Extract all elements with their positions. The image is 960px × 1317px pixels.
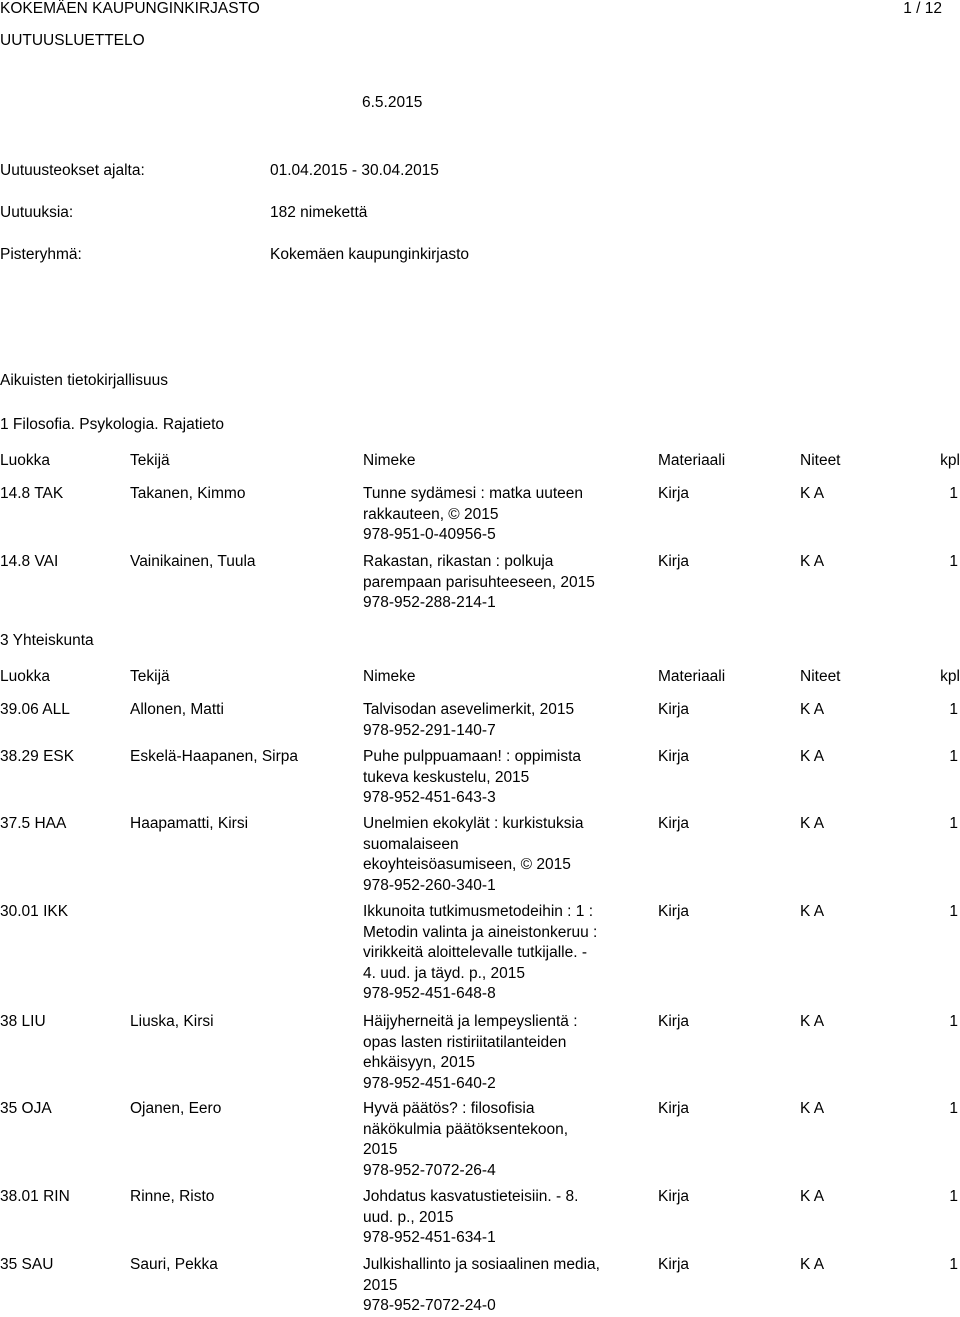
col-materiaali: Materiaali	[658, 668, 726, 685]
cell-niteet: K A	[800, 903, 825, 920]
col-luokka: Luokka	[0, 452, 50, 469]
cell-niteet: K A	[800, 1188, 825, 1205]
nimeke-line: 978-952-7072-26-4	[363, 1161, 496, 1179]
meta-value-count: 182 nimekettä	[270, 204, 368, 221]
cell-materiaali: Kirja	[658, 701, 690, 718]
nimeke-line: ehkäisyyn, 2015	[363, 1054, 476, 1071]
cell-luokka: 14.8 VAI	[0, 553, 59, 570]
cell-kpl: 1	[949, 553, 958, 570]
col-tekija: Tekijä	[130, 452, 170, 469]
nimeke-line: 978-952-260-340-1	[363, 876, 496, 894]
meta-label-count: Uutuuksia:	[0, 204, 74, 221]
nimeke-line: Johdatus kasvatustieteisiin. - 8.	[363, 1188, 579, 1205]
col-niteet: Niteet	[800, 452, 841, 469]
nimeke-line: 2015	[363, 1141, 398, 1158]
table-header	[0, 668, 960, 688]
cell-tekija: Allonen, Matti	[130, 701, 224, 718]
cell-niteet: K A	[800, 1013, 825, 1030]
table-header	[0, 452, 960, 472]
cell-kpl: 1	[949, 1188, 958, 1205]
nimeke-line: 978-952-451-640-2	[363, 1074, 496, 1092]
cell-kpl: 1	[949, 748, 958, 765]
nimeke-line: 978-952-288-214-1	[363, 594, 496, 611]
cell-luokka: 39.06 ALL	[0, 701, 70, 718]
cell-niteet: K A	[800, 1100, 825, 1117]
cell-kpl: 1	[949, 815, 958, 832]
nimeke-line: 4. uud. ja täyd. p., 2015	[363, 964, 526, 982]
nimeke-line: 978-952-451-643-3	[363, 789, 496, 806]
cell-nimeke	[363, 1012, 625, 1094]
cell-niteet: K A	[800, 553, 825, 570]
col-kpl: kpl	[940, 668, 960, 685]
section-heading: 3 Yhteiskunta	[0, 632, 94, 649]
nimeke-line: opas lasten ristiriitatilanteiden	[363, 1033, 567, 1051]
cell-niteet: K A	[800, 1256, 825, 1273]
cell-tekija: Vainikainen, Tuula	[130, 553, 256, 570]
nimeke-line: uud. p., 2015	[363, 1208, 454, 1226]
nimeke-line: Unelmien ekokylät : kurkistuksia	[363, 815, 584, 832]
nimeke-line: Metodin valinta ja aineistonkeruu :	[363, 923, 598, 941]
cell-materiaali: Kirja	[658, 1188, 690, 1205]
cell-nimeke	[363, 1099, 625, 1181]
cell-tekija: Rinne, Risto	[130, 1188, 215, 1205]
cell-nimeke	[363, 1187, 625, 1249]
col-tekija: Tekijä	[130, 668, 170, 685]
nimeke-line: Ikkunoita tutkimusmetodeihin : 1 :	[363, 903, 594, 920]
nimeke-line: Hyvä päätös? : filosofisia	[363, 1100, 535, 1117]
category-heading: Aikuisten tietokirjallisuus	[0, 372, 168, 389]
cell-tekija: Ojanen, Eero	[130, 1100, 222, 1117]
cell-luokka: 38.29 ESK	[0, 748, 75, 765]
cell-tekija: Haapamatti, Kirsi	[130, 815, 249, 832]
cell-luokka: 35 SAU	[0, 1256, 54, 1273]
cell-nimeke	[363, 1255, 625, 1317]
col-nimeke: Nimeke	[363, 668, 416, 685]
page-number: 1 / 12	[903, 0, 942, 17]
meta-value-period: 01.04.2015 - 30.04.2015	[270, 162, 439, 179]
cell-nimeke	[363, 484, 625, 546]
list-title: UUTUUSLUETTELO	[0, 32, 145, 49]
nimeke-line: tukeva keskustelu, 2015	[363, 768, 530, 786]
cell-materiaali: Kirja	[658, 553, 690, 570]
cell-luokka: 37.5 HAA	[0, 815, 67, 832]
cell-kpl: 1	[949, 1256, 958, 1273]
meta-value-group: Kokemäen kaupunginkirjasto	[270, 246, 470, 263]
cell-kpl: 1	[949, 903, 958, 920]
col-luokka: Luokka	[0, 668, 50, 685]
nimeke-line: näkökulmia päätöksentekoon,	[363, 1120, 569, 1138]
meta-label-period: Uutuusteokset ajalta:	[0, 162, 145, 179]
cell-materiaali: Kirja	[658, 748, 690, 765]
cell-niteet: K A	[800, 701, 825, 718]
library-name: KOKEMÄEN KAUPUNGINKIRJASTO	[0, 0, 260, 17]
cell-tekija: Eskelä-Haapanen, Sirpa	[130, 748, 299, 765]
nimeke-line: Rakastan, rikastan : polkuja	[363, 553, 554, 570]
nimeke-line: 978-952-451-648-8	[363, 985, 496, 1002]
nimeke-line: rakkauteen, © 2015	[363, 505, 499, 523]
cell-luokka: 38.01 RIN	[0, 1188, 70, 1205]
nimeke-line: 978-952-291-140-7	[363, 721, 496, 739]
cell-nimeke	[363, 700, 625, 741]
cell-niteet: K A	[800, 748, 825, 765]
cell-kpl: 1	[949, 1100, 958, 1117]
cell-nimeke	[363, 552, 625, 614]
nimeke-line: 2015	[363, 1276, 398, 1294]
section-heading: 1 Filosofia. Psykologia. Rajatieto	[0, 416, 225, 433]
cell-kpl: 1	[949, 485, 958, 502]
cell-materiaali: Kirja	[658, 815, 690, 832]
cell-luokka: 35 OJA	[0, 1100, 52, 1117]
col-materiaali: Materiaali	[658, 452, 726, 469]
col-kpl: kpl	[940, 452, 960, 469]
cell-nimeke	[363, 902, 625, 1005]
nimeke-line: Häijyherneitä ja lempeyslientä :	[363, 1013, 578, 1030]
cell-nimeke	[363, 814, 625, 896]
nimeke-line: 978-952-7072-24-0	[363, 1297, 496, 1314]
nimeke-line: ekoyhteisöasumiseen, © 2015	[363, 856, 571, 873]
cell-niteet: K A	[800, 485, 825, 502]
nimeke-line: 978-952-451-634-1	[363, 1229, 496, 1246]
nimeke-line: virikkeitä aloittelevalle tutkijalle. -	[363, 944, 587, 961]
nimeke-line: 978-951-0-40956-5	[363, 526, 496, 543]
cell-kpl: 1	[949, 701, 958, 718]
print-date: 6.5.2015	[362, 94, 423, 111]
cell-materiaali: Kirja	[658, 1256, 690, 1273]
col-nimeke: Nimeke	[363, 452, 416, 469]
cell-materiaali: Kirja	[658, 1013, 690, 1030]
cell-materiaali: Kirja	[658, 903, 690, 920]
nimeke-line: Tunne sydämesi : matka uuteen	[363, 485, 583, 502]
meta-label-group: Pisteryhmä:	[0, 246, 82, 263]
cell-niteet: K A	[800, 815, 825, 832]
nimeke-line: Puhe pulppuamaan! : oppimista	[363, 748, 582, 765]
nimeke-line: suomalaiseen	[363, 835, 459, 853]
cell-luokka: 30.01 IKK	[0, 903, 69, 920]
cell-tekija: Takanen, Kimmo	[130, 485, 246, 502]
cell-kpl: 1	[949, 1013, 958, 1030]
cell-nimeke	[363, 747, 625, 809]
cell-materiaali: Kirja	[658, 1100, 690, 1117]
nimeke-line: Talvisodan asevelimerkit, 2015	[363, 701, 575, 718]
cell-tekija: Sauri, Pekka	[130, 1256, 218, 1273]
cell-tekija: Liuska, Kirsi	[130, 1013, 214, 1030]
nimeke-line: Julkishallinto ja sosiaalinen media,	[363, 1256, 600, 1273]
col-niteet: Niteet	[800, 668, 841, 685]
cell-luokka: 38 LIU	[0, 1013, 46, 1030]
cell-materiaali: Kirja	[658, 485, 690, 502]
cell-luokka: 14.8 TAK	[0, 485, 64, 502]
nimeke-line: parempaan parisuhteeseen, 2015	[363, 573, 595, 591]
